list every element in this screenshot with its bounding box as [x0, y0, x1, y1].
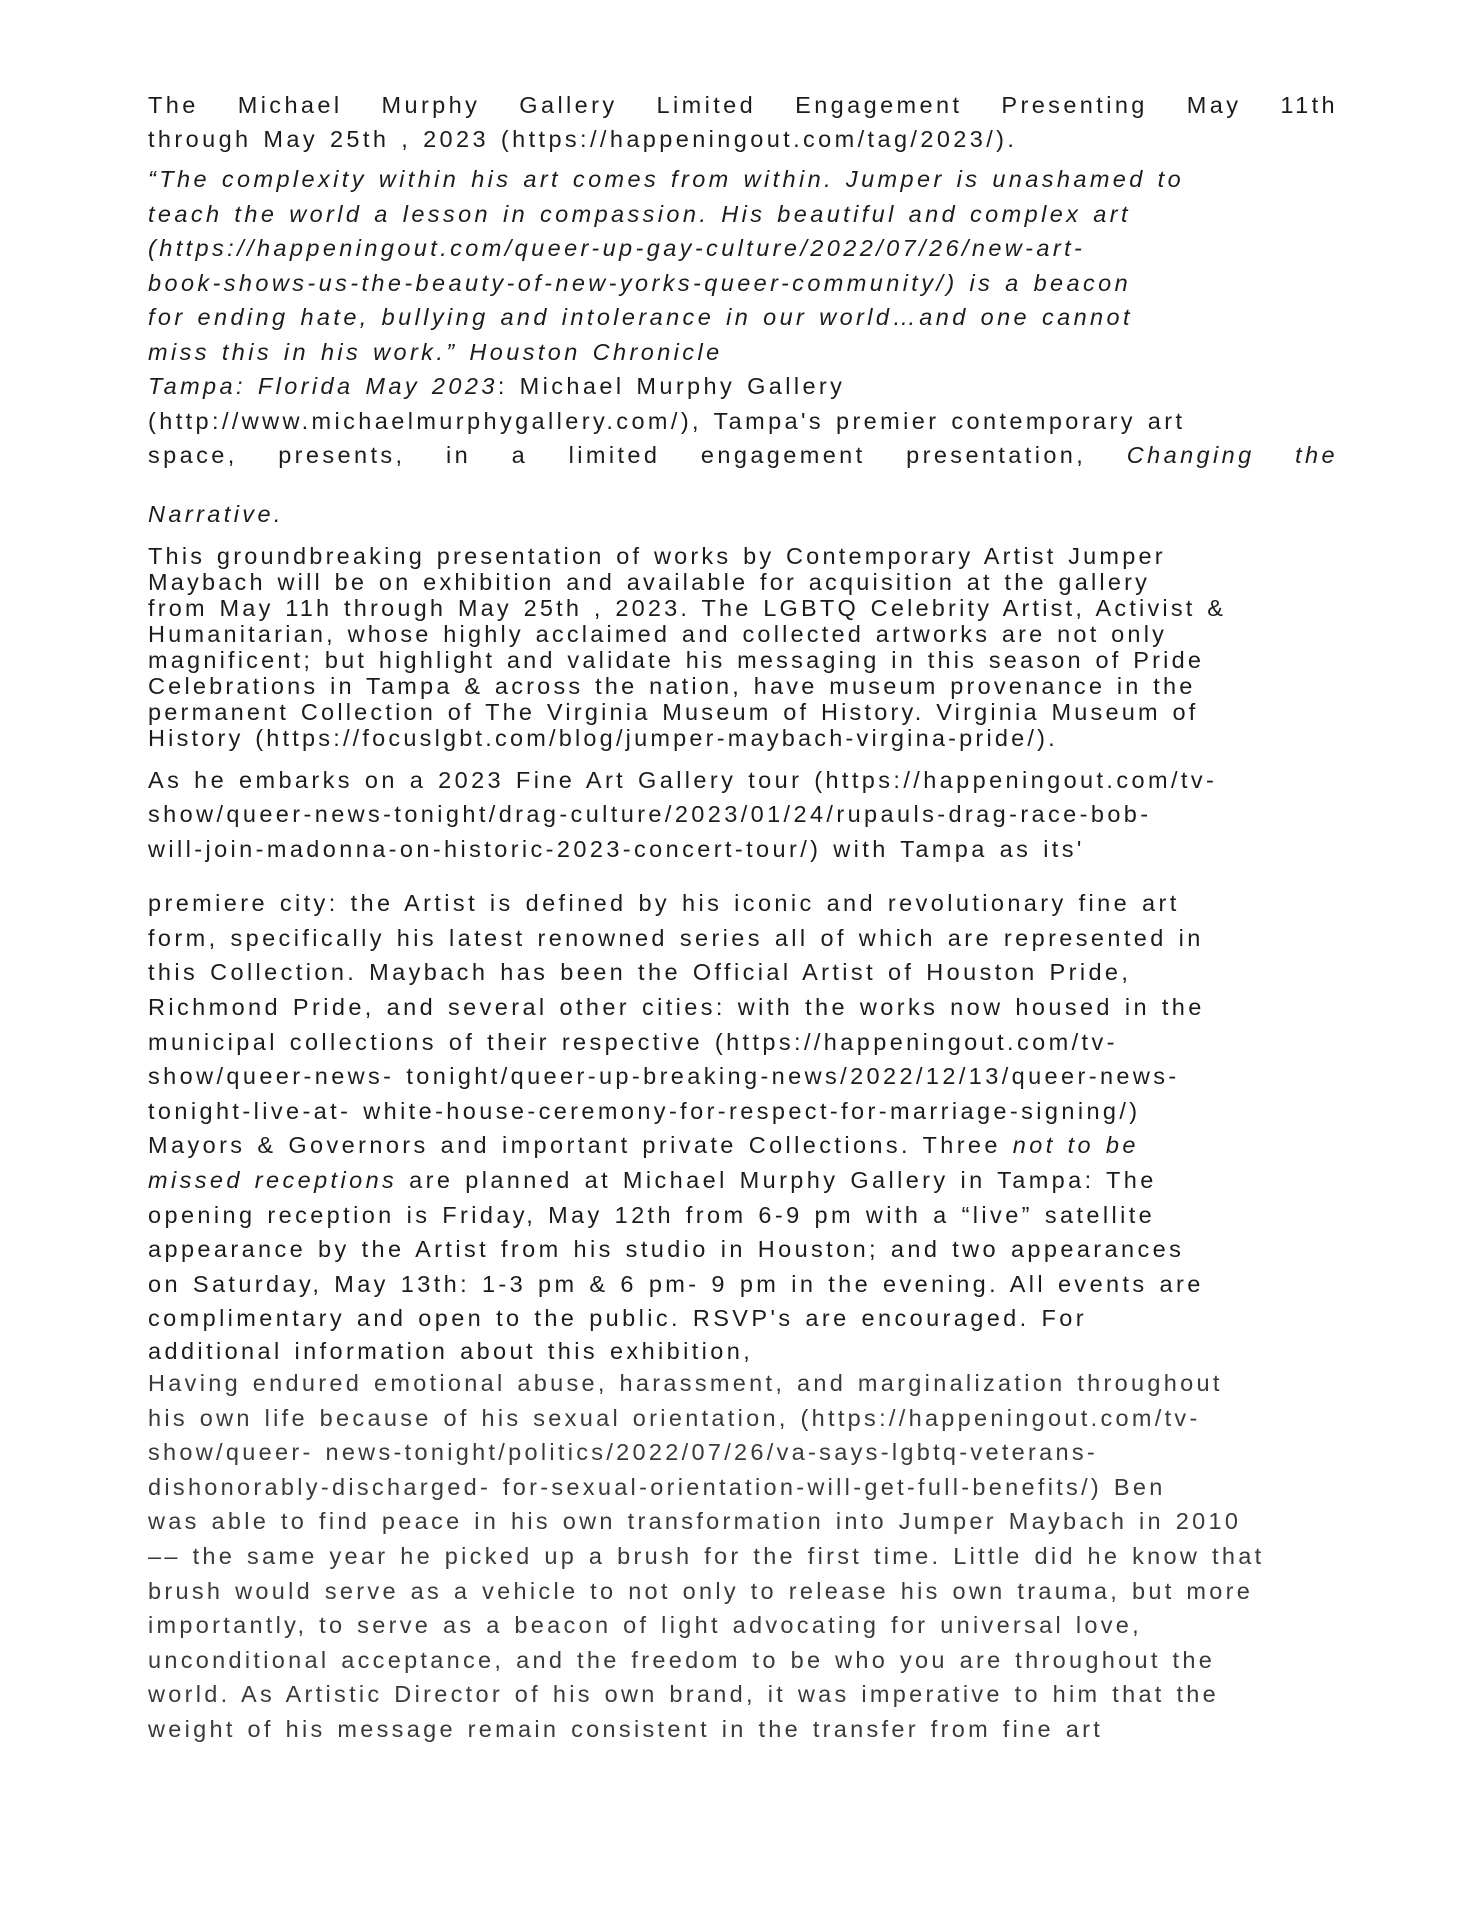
paragraph-3: [148, 886, 1338, 1336]
dateline: [148, 369, 1338, 531]
paragraph-line: municipal collections of their respective (https://happeningout.com/tv-: [148, 1028, 1118, 1055]
paragraph-line: show/queer-news- tonight/queer-up-breaking-news/2022/12/13/queer-news-: [148, 1063, 1180, 1090]
paragraph-line: [148, 1163, 1338, 1198]
paragraph-line: from May 11h through May 25th , 2023. The LGBTQ Celebrity Artist, Activist &: [148, 595, 1227, 621]
emphasis-text: not to be: [1012, 1132, 1139, 1159]
emphasis-text: missed receptions: [148, 1166, 398, 1193]
dateline-rest: : Michael Murphy Gallery: [497, 373, 846, 399]
paragraph-line: Celebrations in Tampa & across the nation, have museum provenance in the: [148, 673, 1196, 699]
paragraph-text: Mayors & Governors and important private Collections. Three: [148, 1132, 1013, 1159]
paragraph-line: weight of his message remain consistent in the transfer from fine art: [148, 1715, 1104, 1742]
dateline-line: [148, 438, 1338, 473]
paragraph-line: additional information about this exhibition,: [148, 1337, 754, 1364]
paragraph-line: History (https://focuslgbt.com/blog/jumper-maybach-virgina-pride/).: [148, 725, 1058, 751]
paragraph-4: [148, 1366, 1338, 1747]
paragraph-3-end: [148, 1336, 1338, 1366]
paragraph-line: Richmond Pride, and several other cities: with the works now housed in the: [148, 994, 1205, 1020]
paragraph-2: [148, 763, 1338, 866]
exhibition-title: Changing the: [1126, 442, 1338, 468]
press-quote: [148, 162, 1338, 369]
paragraph-line: Humanitarian, whose highly acclaimed and collected artworks are not only: [148, 621, 1168, 647]
intro-line: The Michael Murphy Gallery Limited Engagement Presenting May 11th: [148, 92, 1338, 118]
paragraph-line: was able to find peace in his own transformation into Jumper Maybach in 2010: [148, 1508, 1242, 1535]
quote-line: miss this in his work.” Houston Chronicle: [148, 338, 723, 365]
dateline-place: Tampa: Florida May 2023: [148, 373, 498, 399]
paragraph-line: unconditional acceptance, and the freedom to be who you are throughout the: [148, 1646, 1216, 1673]
quote-line: teach the world a lesson in compassion. His beautiful and complex art: [148, 200, 1131, 227]
paragraph-line: his own life because of his sexual orientation, (https://happeningout.com/tv-: [148, 1404, 1201, 1431]
document-page: [148, 88, 1338, 1746]
quote-line: “The complexity within his art comes from within. Jumper is unashamed to: [148, 166, 1185, 192]
paragraph-line: opening reception is Friday, May 12th from 6-9 pm with a “live” satellite: [148, 1201, 1156, 1228]
paragraph-line: on Saturday, May 13th: 1-3 pm & 6 pm- 9 pm in the evening. All events are: [148, 1270, 1204, 1297]
paragraph-line: This groundbreaking presentation of works by Contemporary Artist Jumper: [148, 543, 1166, 569]
paragraph-line: form, specifically his latest renowned series all of which are represented in: [148, 924, 1204, 951]
paragraph-line: brush would serve as a vehicle to not only to release his own trauma, but more: [148, 1577, 1254, 1604]
intro-line: through May 25th , 2023 (https://happeningout.com/tag/2023/).: [148, 126, 1018, 152]
dateline-line: [148, 369, 1338, 404]
paragraph-line: premiere city: the Artist is defined by his iconic and revolutionary fine art: [148, 890, 1180, 917]
quote-line: for ending hate, bullying and intolerance in our world…and one cannot: [148, 304, 1133, 330]
paragraph-line: dishonorably-discharged- for-sexual-orientation-will-get-full-benefits/) Ben: [148, 1473, 1166, 1500]
paragraph-line: show/queer-news-tonight/drag-culture/2023/01/24/rupauls-drag-race-bob-: [148, 801, 1152, 828]
exhibition-title: Narrative.: [148, 500, 284, 527]
intro-heading: [148, 88, 1338, 156]
paragraph-line: magnificent; but highlight and validate his messaging in this season of Pride: [148, 647, 1205, 673]
paragraph-line: appearance by the Artist from his studio in Houston; and two appearances: [148, 1236, 1185, 1263]
dateline-text: space, presents, in a limited engagement presentation,: [148, 442, 1087, 468]
paragraph-line: world. As Artistic Director of his own brand, it was imperative to him that the: [148, 1681, 1220, 1708]
quote-line: book-shows-us-the-beauty-of-new-yorks-queer-community/) is a beacon: [148, 269, 1132, 296]
paragraph-line: tonight-live-at- white-house-ceremony-for-respect-for-marriage-signing/): [148, 1097, 1141, 1124]
paragraph-text: are planned at Michael Murphy Gallery in Tampa: The: [397, 1166, 1157, 1193]
paragraph-line: permanent Collection of The Virginia Museum of History. Virginia Museum of: [148, 699, 1199, 725]
paragraph-line: –– the same year he picked up a brush for the first time. Little did he know that: [148, 1542, 1265, 1569]
paragraph-line: Maybach will be on exhibition and available for acquisition at the gallery: [148, 569, 1151, 595]
paragraph-line: this Collection. Maybach has been the Official Artist of Houston Pride,: [148, 959, 1132, 986]
paragraph-line: complimentary and open to the public. RSVP's are encouraged. For: [148, 1305, 1087, 1332]
paragraph-line: importantly, to serve as a beacon of light advocating for universal love,: [148, 1612, 1142, 1639]
paragraph-line: As he embarks on a 2023 Fine Art Gallery tour (https://happeningout.com/tv-: [148, 767, 1218, 793]
paragraph-1: [148, 543, 1338, 751]
paragraph-line: Having endured emotional abuse, harassment, and marginalization throughout: [148, 1369, 1223, 1396]
paragraph-line: will-join-madonna-on-historic-2023-concert-tour/) with Tampa as its': [148, 835, 1085, 862]
quote-line: (https://happeningout.com/queer-up-gay-culture/2022/07/26/new-art-: [148, 235, 1086, 261]
paragraph-line: show/queer- news-tonight/politics/2022/07/26/va-says-lgbtq-veterans-: [148, 1439, 1099, 1466]
paragraph-line: [148, 1128, 1338, 1163]
dateline-line: (http://www.michaelmurphygallery.com/), Tampa's premier contemporary art: [148, 407, 1186, 434]
